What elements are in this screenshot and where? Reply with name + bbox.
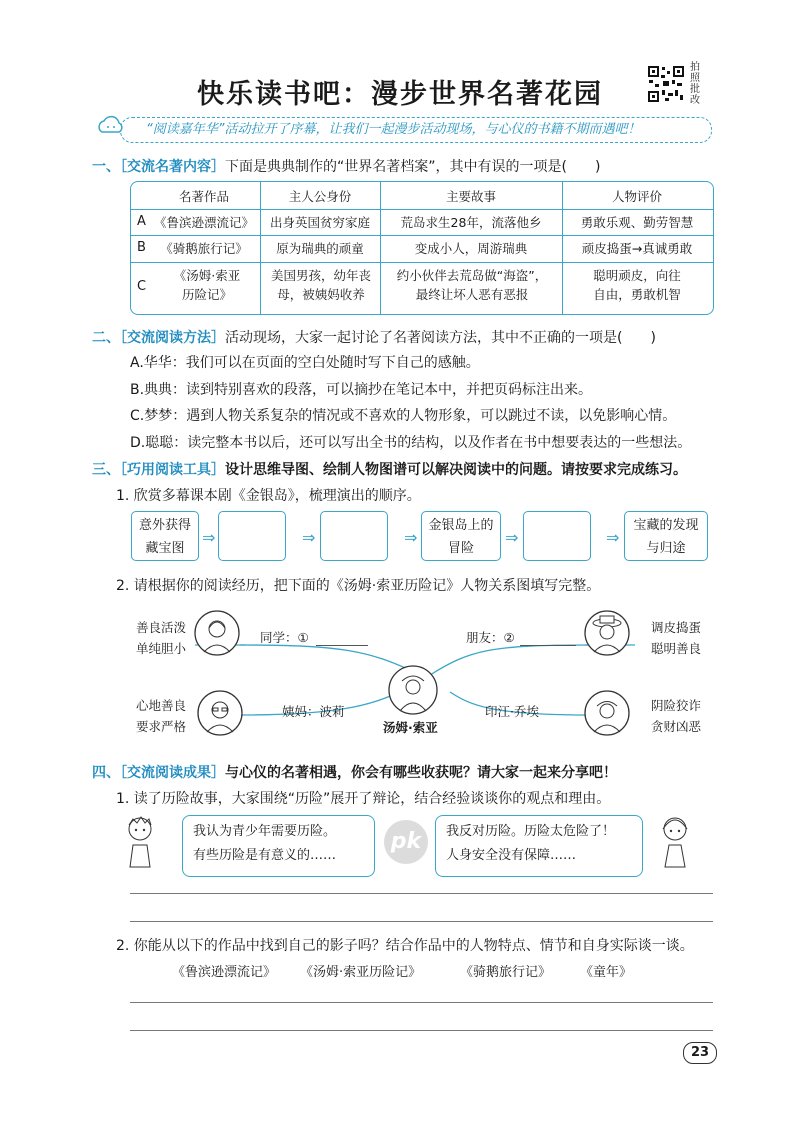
- arrow-right-icon: ⇒: [302, 528, 316, 547]
- flow-step: 宝藏的发现 与归途: [624, 511, 708, 561]
- table-cell: 出身英国贫穷家庭: [269, 215, 370, 230]
- answer-blank[interactable]: [316, 645, 368, 646]
- q2-option-a: A.华华：我们可以在页面的空白处随时写下自己的感触。: [130, 355, 480, 371]
- flow-step: 金银岛上的 冒险: [421, 511, 501, 561]
- q2-heading: [92, 327, 656, 347]
- q2-option-d: D.聪聪：读完整本书以后，还可以写出全书的结构，以及作者在书中想要表达的一些想法。: [130, 435, 692, 451]
- q4-heading: [92, 762, 617, 782]
- relation-label: 同学：①: [260, 630, 309, 645]
- cloud-icon: [96, 114, 126, 140]
- relation-desc: 调皮捣蛋 聪明善良: [651, 620, 702, 656]
- table-cell: 变成小人，周游瑞典: [414, 241, 528, 256]
- girl-cartoon-icon: [655, 815, 695, 871]
- flow-step: 意外获得 藏宝图: [131, 511, 199, 561]
- relation-desc: 心地善良 要求严格: [136, 698, 187, 734]
- table-divider: [131, 209, 713, 210]
- relation-desc: 阴险狡诈 贪财凶恶: [651, 698, 702, 734]
- row-label: B: [137, 240, 146, 255]
- q3-heading: [92, 459, 687, 479]
- q1-heading: [92, 156, 600, 176]
- row-label: A: [137, 214, 146, 229]
- q2-option-b: B.典典：读到特别喜欢的段落，可以摘抄在笔记本中，并把页码标注出来。: [130, 382, 593, 398]
- answer-line[interactable]: [130, 1002, 713, 1003]
- q3-sub1: 1. 欣赏多幕课本剧《金银岛》，梳理演出的顺序。: [116, 488, 421, 504]
- table-divider: [131, 235, 713, 236]
- q1-table: [130, 181, 714, 315]
- book-title: 《骑鹅旅行记》: [460, 965, 552, 980]
- boy-cartoon-icon: [120, 815, 160, 871]
- q3-sub2: 2. 请根据你的阅读经历，把下面的《汤姆·索亚历险记》人物关系图填写完整。: [116, 578, 601, 594]
- pk-badge: pk: [384, 820, 428, 864]
- q4-tag: ［交流阅读成果］: [120, 765, 225, 781]
- relation-label: 朋友：②: [466, 630, 515, 645]
- answer-blank[interactable]: [520, 645, 576, 646]
- answer-line[interactable]: [130, 1030, 713, 1031]
- page-number: 23: [683, 1042, 717, 1064]
- speech-bubble-right: 我反对历险。历险太危险了！ 人身安全没有保障……: [435, 815, 643, 877]
- table-cell: 约小伙伴去荒岛做“海盗”，最终让坏人恶有恶报: [396, 268, 548, 302]
- table-cell: 《鲁滨逊漂流记》: [153, 215, 254, 230]
- qr-label: 拍照批改: [690, 62, 700, 106]
- character-portrait-icon: [584, 610, 630, 656]
- table-cell: 勇敢乐观、勤劳智慧: [580, 215, 694, 230]
- center-character: 汤姆·索亚: [383, 720, 438, 735]
- q2-num: 二、: [92, 330, 120, 346]
- table-cell: 原为瑞典的顽童: [276, 241, 364, 256]
- table-cell: 荒岛求生28年，流落他乡: [400, 215, 542, 230]
- q4-sub2: 2. 你能从以下的作品中找到自己的影子吗？结合作品中的人物特点、情节和自身实际谈一谈。: [116, 938, 694, 954]
- table-cell: 聪明顽皮，向往自由，勇敢机智: [593, 268, 681, 302]
- q2-text: 活动现场，大家一起讨论了名著阅读方法，其中不正确的一项是( ): [225, 330, 656, 346]
- page-title: 快乐读书吧：漫步世界名著花园: [197, 79, 603, 110]
- q3-num: 三、: [92, 462, 120, 478]
- banner-text: “阅读嘉年华”活动拉开了序幕，让我们一起漫步活动现场，与心仪的书籍不期而遇吧！: [146, 122, 641, 137]
- relation-desc: 善良活泼 单纯胆小: [136, 620, 187, 656]
- character-portrait-icon: [584, 690, 630, 736]
- q1-tag: ［交流名著内容］: [120, 159, 225, 175]
- arrow-right-icon: ⇒: [606, 528, 620, 547]
- q4-sub1: 1. 读了历险故事，大家围绕“历险”展开了辩论，结合经验谈谈你的观点和理由。: [116, 791, 611, 807]
- arrow-right-icon: ⇒: [404, 528, 418, 547]
- flow-step-blank[interactable]: [523, 511, 591, 561]
- relation-label: 姨妈：波莉: [282, 704, 345, 719]
- q4-text: 与心仪的名著相遇，你会有哪些收获呢？请大家一起来分享吧！: [225, 765, 617, 781]
- q1-text: 下面是典典制作的“世界名著档案”，其中有误的一项是( ): [225, 159, 601, 175]
- table-cell: 美国男孩，幼年丧母，被姨妈收养: [271, 268, 372, 302]
- qr-code-icon[interactable]: [647, 65, 685, 103]
- table-header: 主要故事: [445, 189, 496, 204]
- table-cell: 《汤姆·索亚历险记》: [173, 268, 241, 302]
- character-portrait-icon: [197, 690, 243, 736]
- answer-line[interactable]: [130, 921, 713, 922]
- q1-num: 一、: [92, 159, 120, 175]
- table-divider: [131, 262, 713, 263]
- table-cell: 顽皮捣蛋→真诚勇敢: [581, 241, 693, 256]
- q2-tag: ［交流阅读方法］: [120, 330, 225, 346]
- arrow-right-icon: ⇒: [505, 528, 519, 547]
- book-title: 《汤姆·索亚历险记》: [300, 965, 422, 980]
- row-label: C: [137, 279, 147, 294]
- book-title: 《童年》: [580, 965, 633, 980]
- q2-option-c: C.梦梦：遇到人物关系复杂的情况或不喜欢的人物形象，可以跳过不读，以免影响心情。: [130, 408, 677, 424]
- arrow-right-icon: ⇒: [202, 528, 216, 547]
- flow-step-blank[interactable]: [320, 511, 388, 561]
- table-header: 名著作品: [178, 189, 229, 204]
- tom-sawyer-portrait-icon: [388, 665, 438, 715]
- speech-bubble-left: 我认为青少年需要历险。 有些历险是有意义的……: [182, 815, 375, 877]
- answer-line[interactable]: [130, 893, 713, 894]
- q3-tag: ［巧用阅读工具］: [120, 462, 225, 478]
- q3-text: 设计思维导图、绘制人物图谱可以解决阅读中的问题。请按要求完成练习。: [225, 462, 687, 478]
- q4-num: 四、: [92, 765, 120, 781]
- flow-step-blank[interactable]: [218, 511, 286, 561]
- relation-label: 印江·乔埃: [485, 704, 539, 719]
- table-cell: 《骑鹅旅行记》: [160, 241, 248, 256]
- table-header: 人物评价: [611, 189, 662, 204]
- character-portrait-icon: [194, 610, 240, 656]
- table-header: 主人公身份: [288, 189, 352, 204]
- book-title: 《鲁滨逊漂流记》: [172, 965, 277, 980]
